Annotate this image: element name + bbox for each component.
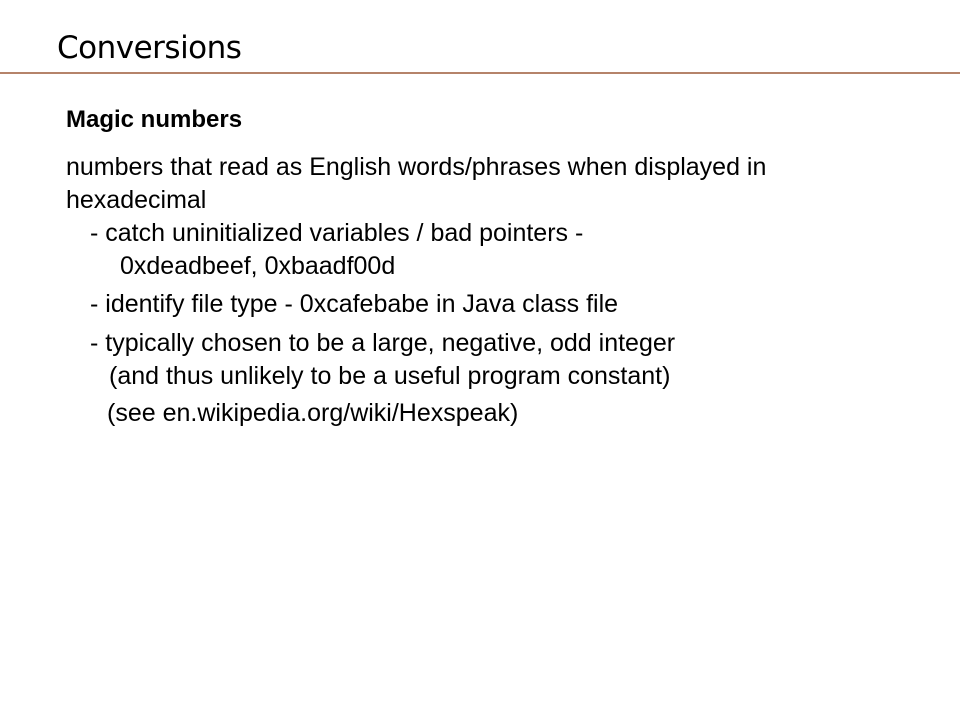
reference-link-text: (see en.wikipedia.org/wiki/Hexspeak) [107, 398, 519, 427]
section-heading: Magic numbers [66, 106, 243, 133]
bullet-continuation: (and thus unlikely to be a useful program constant) [109, 361, 671, 390]
bullet-line: - typically chosen to be a large, negative, odd integer [90, 328, 676, 357]
intro-text: numbers that read as English words/phrases when displayed in hexadecimal [66, 152, 767, 214]
bullet-uninitialized-variables [90, 217, 926, 283]
slide-title: Conversions [57, 30, 242, 66]
bullet-continuation: 0xdeadbeef, 0xbaadf00d [120, 251, 396, 280]
bullet-file-type [90, 288, 926, 321]
slide-body [66, 106, 926, 430]
bullet-line: - identify file type - 0xcafebabe in Java class file [90, 289, 619, 318]
bullet-line: - catch uninitialized variables / bad pointers - [90, 218, 584, 247]
bullet-typical-choice [90, 327, 926, 393]
title-divider [0, 72, 960, 74]
